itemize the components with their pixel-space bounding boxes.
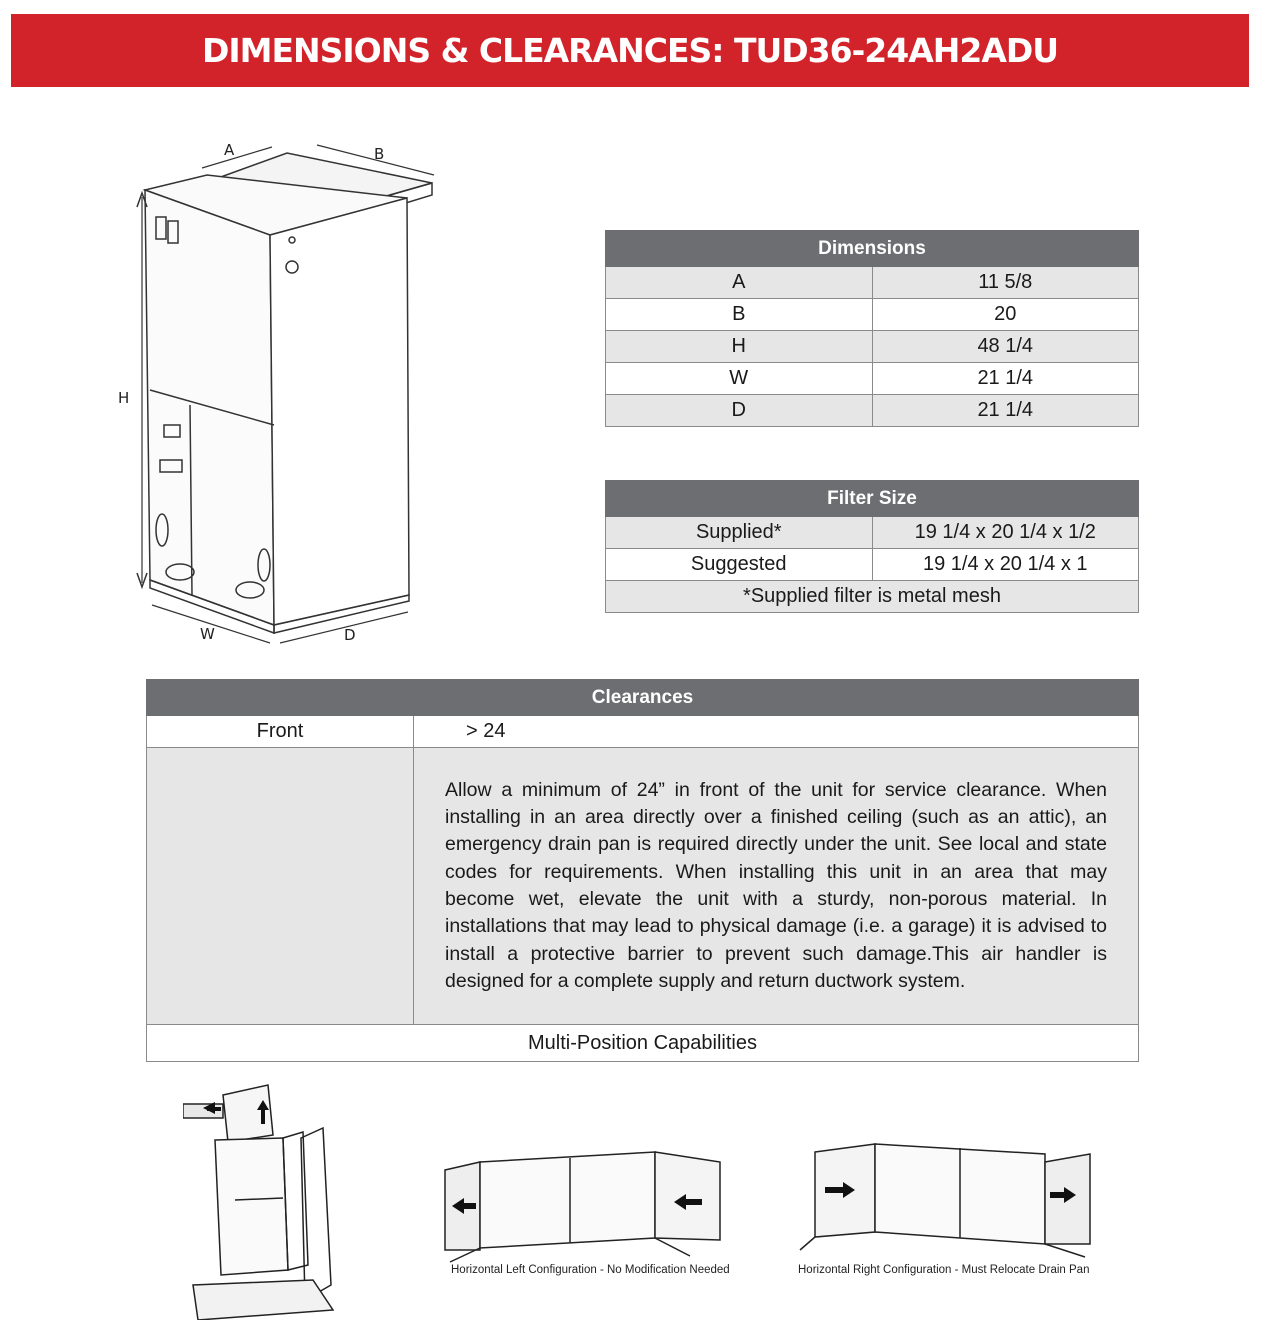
dim-label-d: D (344, 626, 356, 644)
clearance-front-label: Front (147, 716, 414, 748)
dim-label: H (606, 331, 873, 363)
table-row (606, 549, 1139, 581)
dim-label: A (606, 267, 873, 299)
dim-label: B (606, 299, 873, 331)
clearances-header: Clearances (147, 680, 1139, 716)
filter-value: 19 1/4 x 20 1/4 x 1 (872, 549, 1139, 581)
dim-value: 48 1/4 (872, 331, 1139, 363)
horizontal-left-configuration-drawing (440, 1140, 730, 1265)
table-row (147, 1025, 1139, 1062)
page-title: DIMENSIONS & CLEARANCES: TUD36-24AH2ADU (201, 31, 1059, 70)
dim-value: 21 1/4 (872, 395, 1139, 427)
filter-header: Filter Size (606, 481, 1139, 517)
filter-note: *Supplied filter is metal mesh (606, 581, 1139, 613)
table-row (606, 395, 1139, 427)
dim-label-h: H (118, 389, 130, 407)
table-row (606, 331, 1139, 363)
horizontal-left-caption: Horizontal Left Configuration - No Modification Needed (451, 1264, 730, 1276)
table-row (606, 363, 1139, 395)
table-row (606, 581, 1139, 613)
filter-size-table (605, 480, 1139, 613)
filter-label: Supplied* (606, 517, 873, 549)
clearance-front-value: > 24 (414, 716, 1139, 748)
table-row (147, 716, 1139, 748)
dim-label-w: W (200, 625, 215, 643)
multi-position-label: Multi-Position Capabilities (147, 1025, 1139, 1062)
vertical-configuration-drawing (183, 1080, 343, 1320)
page-title-banner (11, 14, 1249, 87)
dim-label: W (606, 363, 873, 395)
table-row (606, 299, 1139, 331)
dimensions-header: Dimensions (606, 231, 1139, 267)
table-row (606, 517, 1139, 549)
table-row (606, 267, 1139, 299)
dim-value: 21 1/4 (872, 363, 1139, 395)
filter-label: Suggested (606, 549, 873, 581)
clearance-note-blank (147, 748, 414, 1025)
horizontal-right-caption: Horizontal Right Configuration - Must Relocate Drain Pan (798, 1264, 1090, 1276)
dim-label-a: A (224, 141, 235, 159)
horizontal-right-configuration-drawing (795, 1132, 1105, 1265)
dim-label: D (606, 395, 873, 427)
dim-label-b: B (374, 145, 385, 163)
dim-value: 20 (872, 299, 1139, 331)
clearances-table (146, 679, 1139, 1062)
dim-value: 11 5/8 (872, 267, 1139, 299)
clearance-note: Allow a minimum of 24” in front of the unit for service clearance. When installing in an area directly over a finished ceiling (such as an attic), an emergency drain pan is required directly under the unit. See local and state codes for requirements. When installing this unit in an area that may become wet, elevate the unit with a sturdy, non-porous material. In installations that may lead to physical damage (i.e. a garage) it is advised to install a protective barrier to prevent such damage.This air handler is designed for a complete supply and return ductwork system. (414, 748, 1139, 1025)
dimensions-table (605, 230, 1139, 427)
table-row (147, 748, 1139, 1025)
filter-value: 19 1/4 x 20 1/4 x 1/2 (872, 517, 1139, 549)
unit-dimension-drawing (112, 135, 442, 650)
